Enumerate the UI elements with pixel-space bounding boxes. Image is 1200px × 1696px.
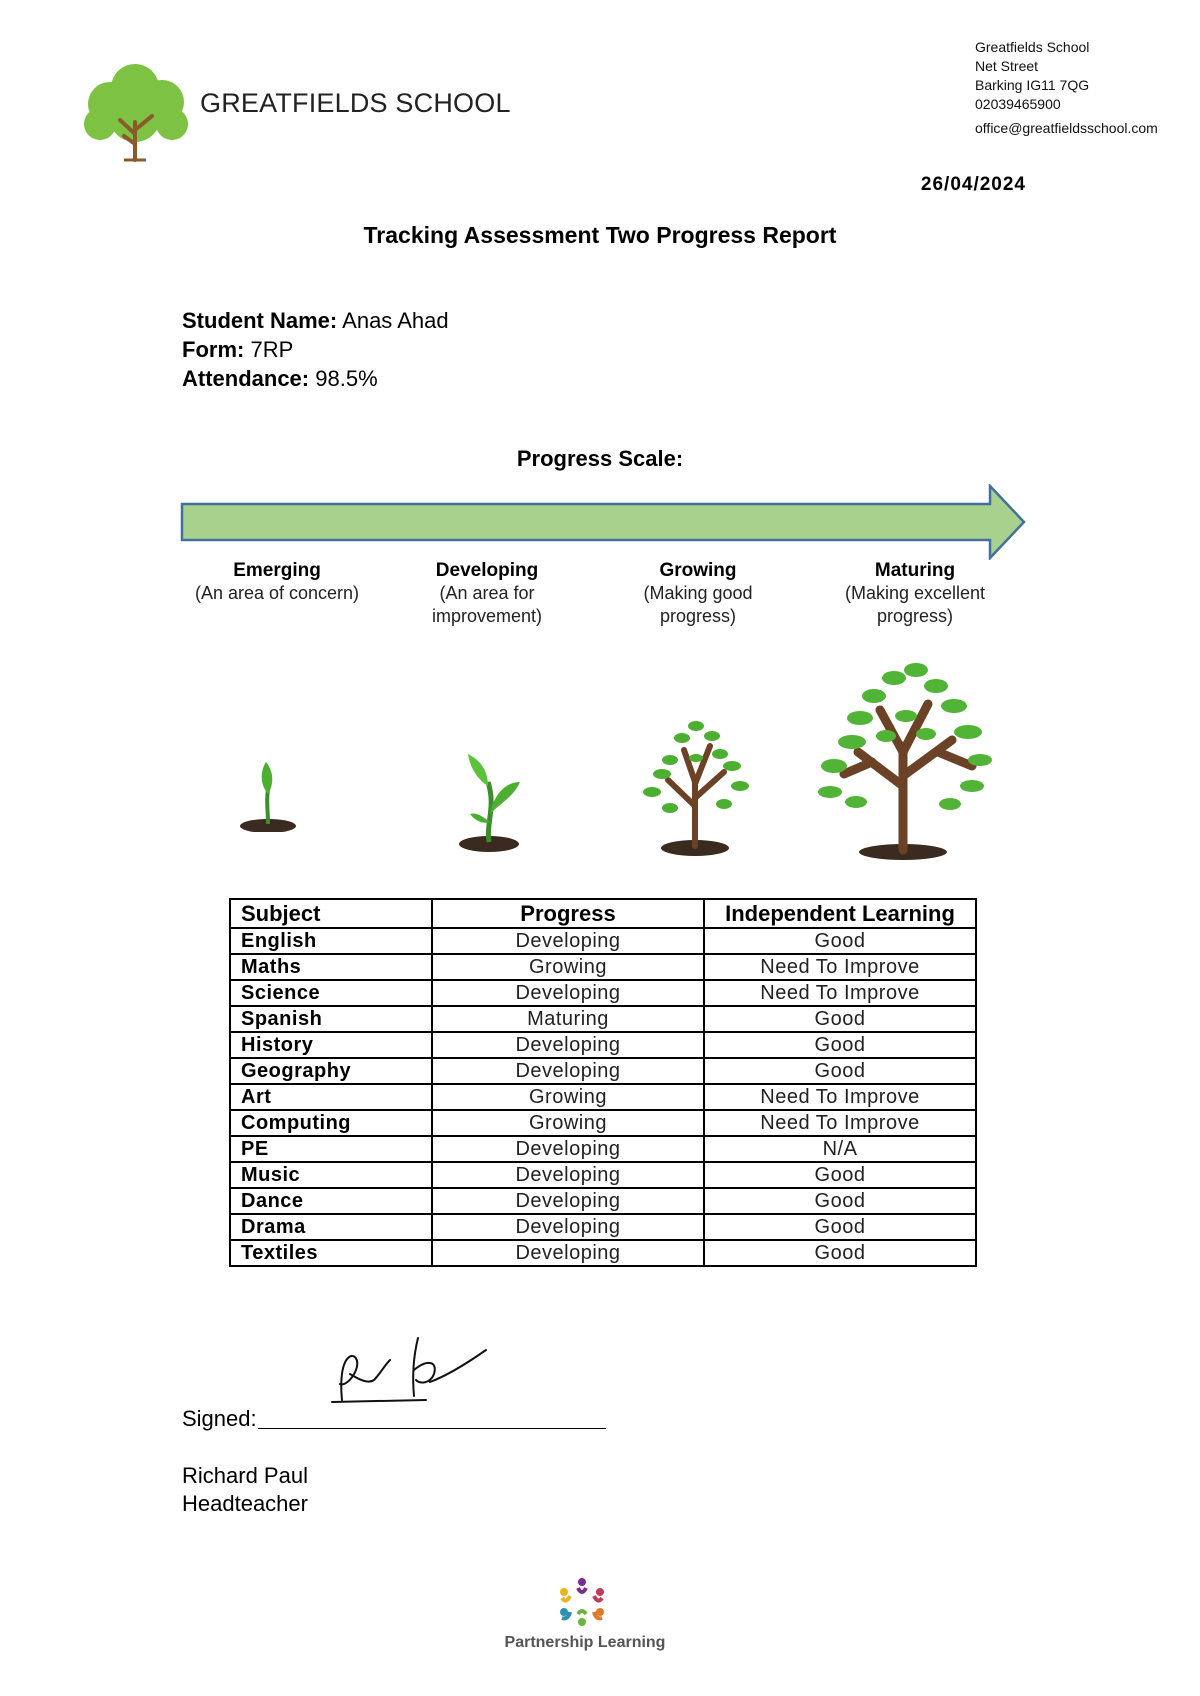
subject-cell: Art	[230, 1084, 432, 1110]
table-row	[230, 1110, 976, 1136]
table-row	[230, 1136, 976, 1162]
independent-learning-cell: Good	[704, 1240, 976, 1266]
subject-cell: Music	[230, 1162, 432, 1188]
independent-learning-cell: Good	[704, 1188, 976, 1214]
stage-name: Developing	[435, 560, 539, 581]
table-row	[230, 1240, 976, 1266]
table-row	[230, 980, 976, 1006]
subject-cell: Science	[230, 980, 432, 1006]
table-row	[230, 1162, 976, 1188]
stage-description: progress)	[659, 606, 737, 626]
independent-learning-cell: Good	[704, 1058, 976, 1084]
progress-cell: Developing	[432, 980, 704, 1006]
school-logo-tree-icon	[80, 64, 192, 162]
progress-cell: Growing	[432, 1110, 704, 1136]
form-row	[182, 335, 449, 364]
form-value: 7RP	[250, 337, 294, 362]
stage-description: (Making good	[643, 583, 753, 603]
progress-cell: Maturing	[432, 1006, 704, 1032]
partner-name: Partnership Learning	[504, 1634, 666, 1651]
subject-cell: Drama	[230, 1214, 432, 1240]
sprout-icon	[456, 752, 522, 852]
stage-growing	[598, 560, 798, 628]
table-row	[230, 1058, 976, 1084]
column-header-progress: Progress	[432, 899, 704, 928]
subject-cell: Geography	[230, 1058, 432, 1084]
table-header-row	[230, 899, 976, 928]
attendance-label: Attendance:	[182, 366, 310, 391]
stage-name: Emerging	[233, 560, 321, 581]
column-header-subject: Subject	[230, 899, 432, 928]
address-email: office@greatfieldsschool.com	[975, 120, 1158, 136]
address-line: Greatfields School	[975, 39, 1090, 55]
subject-cell: Textiles	[230, 1240, 432, 1266]
progress-cell: Developing	[432, 928, 704, 954]
student-name-row	[182, 306, 449, 335]
table-row	[230, 1084, 976, 1110]
table-row	[230, 1006, 976, 1032]
report-date: 26/04/2024	[920, 174, 1026, 195]
student-name: Anas Ahad	[342, 308, 449, 333]
progress-cell: Developing	[432, 1162, 704, 1188]
seedling-icon	[236, 760, 300, 832]
independent-learning-cell: Need To Improve	[704, 954, 976, 980]
subject-cell: English	[230, 928, 432, 954]
signature-line	[258, 1428, 606, 1429]
progress-scale-title: Progress Scale:	[516, 446, 684, 471]
subject-cell: PE	[230, 1136, 432, 1162]
large-tree-icon	[812, 656, 994, 860]
progress-scale-arrow-icon	[180, 484, 1026, 560]
progress-cell: Developing	[432, 1214, 704, 1240]
stage-description: (An area for	[439, 583, 535, 603]
independent-learning-cell: Need To Improve	[704, 1084, 976, 1110]
table-row	[230, 928, 976, 954]
independent-learning-cell: Need To Improve	[704, 980, 976, 1006]
signer-role: Headteacher	[182, 1491, 308, 1516]
stage-description: improvement)	[431, 606, 543, 626]
stage-developing	[387, 560, 587, 628]
table-row	[230, 1214, 976, 1240]
subject-cell: Computing	[230, 1110, 432, 1136]
school-name: GREATFIELDS SCHOOL	[200, 88, 511, 118]
attendance-row	[182, 364, 449, 393]
progress-table	[229, 898, 977, 1267]
stage-description: (An area of concern)	[194, 583, 360, 603]
table-row	[230, 954, 976, 980]
column-header-independent-learning: Independent Learning	[704, 899, 976, 928]
address-line: Net Street	[975, 58, 1039, 74]
progress-cell: Developing	[432, 1188, 704, 1214]
stage-name: Maturing	[874, 560, 956, 581]
signer-name: Richard Paul	[182, 1463, 308, 1488]
stage-description: (Making excellent	[844, 583, 986, 603]
small-tree-icon	[640, 710, 750, 856]
table-row	[230, 1032, 976, 1058]
progress-cell: Growing	[432, 954, 704, 980]
progress-cell: Developing	[432, 1240, 704, 1266]
address-line: Barking IG11 7QG	[975, 77, 1090, 93]
signature-image	[330, 1330, 490, 1408]
independent-learning-cell: Good	[704, 1032, 976, 1058]
school-address	[975, 38, 1158, 138]
stage-maturing	[815, 560, 1015, 628]
progress-cell: Developing	[432, 1136, 704, 1162]
subject-cell: Dance	[230, 1188, 432, 1214]
address-phone: 02039465900	[975, 96, 1061, 112]
independent-learning-cell: Good	[704, 928, 976, 954]
progress-cell: Developing	[432, 1058, 704, 1084]
student-name-label: Student Name:	[182, 308, 338, 333]
form-label: Form:	[182, 337, 245, 362]
signed-label: Signed:	[182, 1406, 257, 1431]
independent-learning-cell: Good	[704, 1006, 976, 1032]
signer-block	[182, 1462, 308, 1518]
student-info	[182, 306, 449, 393]
report-title: Tracking Assessment Two Progress Report	[363, 222, 837, 248]
progress-cell: Developing	[432, 1032, 704, 1058]
attendance-value: 98.5%	[315, 366, 378, 391]
subject-cell: History	[230, 1032, 432, 1058]
independent-learning-cell: N/A	[704, 1136, 976, 1162]
table-row	[230, 1188, 976, 1214]
independent-learning-cell: Good	[704, 1162, 976, 1188]
stage-description: progress)	[876, 606, 954, 626]
independent-learning-cell: Good	[704, 1214, 976, 1240]
stage-emerging	[177, 560, 377, 605]
subject-cell: Spanish	[230, 1006, 432, 1032]
stage-name: Growing	[659, 560, 737, 581]
independent-learning-cell: Need To Improve	[704, 1110, 976, 1136]
subject-cell: Maths	[230, 954, 432, 980]
progress-cell: Growing	[432, 1084, 704, 1110]
partner-logo-people-circle-icon	[556, 1576, 608, 1628]
